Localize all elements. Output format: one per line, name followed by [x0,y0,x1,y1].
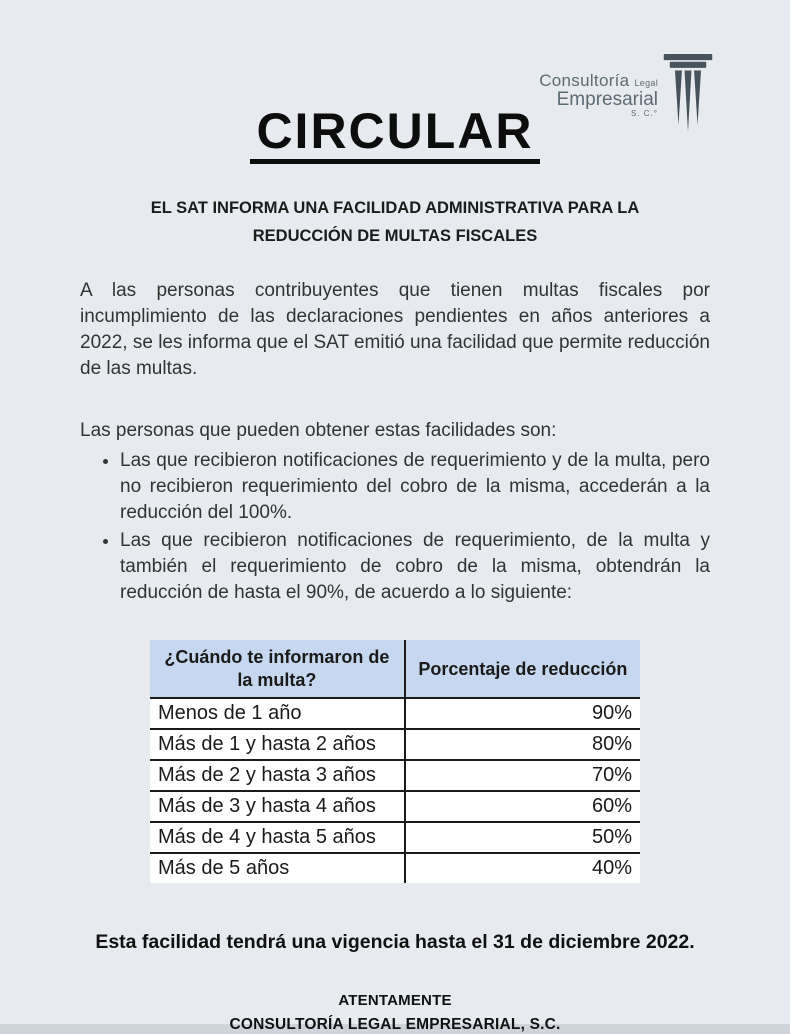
row-value: 90% [405,698,640,729]
column-header-when-informed: ¿Cuándo te informaron de la multa? [150,640,405,698]
company-logo [539,52,714,134]
page-title: CIRCULAR [250,106,539,164]
table-row [150,853,640,883]
table-row [150,698,640,729]
row-value: 40% [591,857,632,880]
validity-statement: Esta facilidad tendrá una vigencia hasta el 31 de diciembre 2022. [95,931,695,954]
row-label: Más de 5 años [150,853,405,883]
pillar-icon [662,52,714,134]
table-row [150,791,640,822]
table-row [150,729,640,760]
table-header-row [150,640,640,698]
table-row [150,822,640,853]
logo-name-line2: Empresarial [556,88,658,110]
intro-paragraph: A las personas contribuyentes que tienen multas fiscales por incumplimiento de las declaraciones pendientes en años anteriores a 2022, se les informa que el SAT emitió una facilidad que permite reducción de las multas. [80,280,710,380]
row-value: 80% [405,729,640,760]
row-label: Más de 3 y hasta 4 años [150,791,405,822]
company-signature: CONSULTORÍA LEGAL EMPRESARIAL, S.C. [229,1016,561,1034]
company-logo-text [539,52,658,118]
subtitle: EL SAT INFORMA UNA FACILIDAD ADMINISTRATIVA PARA LA REDUCCIÓN DE MULTAS FISCALES [150,199,640,246]
row-label: Más de 1 y hasta 2 años [150,729,405,760]
row-value: 50% [405,822,640,853]
closing-word: ATENTAMENTE [338,992,452,1010]
list-intro: Las personas que pueden obtener estas facilidades son: [80,420,557,442]
row-label: Menos de 1 año [150,698,405,729]
list-item: • Las que recibieron notificaciones de requerimiento y de la multa, pero no recibieron requerimiento del cobro de la misma, accederán a la reducción del 100%. [120,448,710,526]
reduction-table [150,640,640,883]
logo-name-line1 [539,72,658,90]
logo-name-small: Legal [634,78,658,88]
logo-name-line3: S. C.° [631,108,658,118]
facilities-list [80,448,710,606]
row-value: 60% [405,791,640,822]
row-label: Más de 4 y hasta 5 años [150,822,405,853]
row-label: Más de 2 y hasta 3 años [150,760,405,791]
column-header-reduction-percentage: Porcentaje de reducción [405,640,640,698]
row-value: 70% [405,760,640,791]
list-item: • Las que recibieron notificaciones de requerimiento, de la multa y también el requerimiento de cobro de la misma, obtendrán la reducción de hasta el 90%, de acuerdo a lo siguiente: [120,528,710,606]
table-row [150,760,640,791]
logo-name-main: Consultoría [539,71,630,90]
